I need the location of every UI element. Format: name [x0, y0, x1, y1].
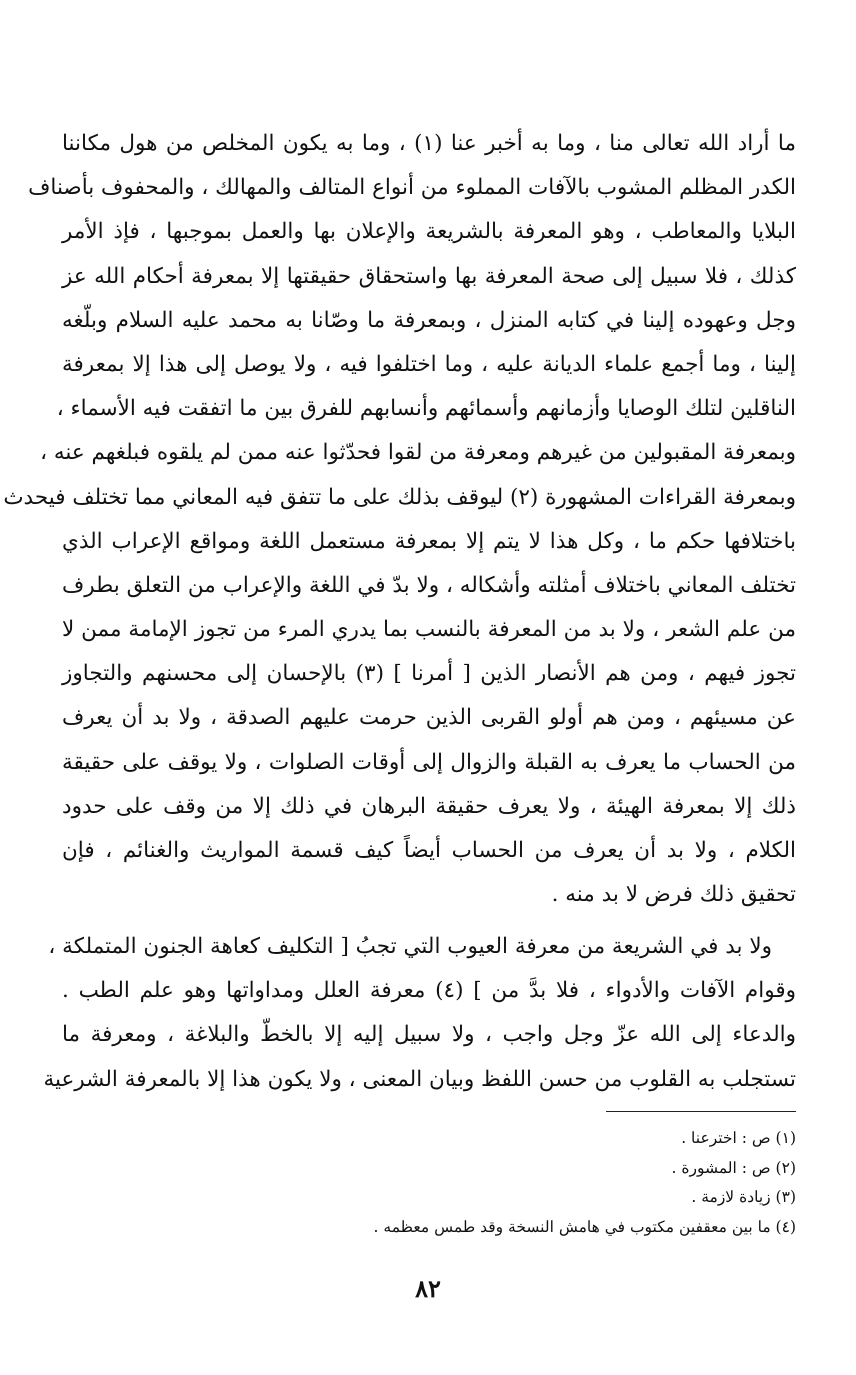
text-line: البلايا والمعاطب ، وهو المعرفة بالشريعة والإعلان بها والعمل بموجبها ، فإذ الأمر	[62, 219, 796, 245]
footnote: (٤) ما بين معقفين مكتوب في هامش النسخة وقد طمس معظمه .	[373, 1217, 796, 1236]
text-line: وبمعرفة القراءات المشهورة (٢) ليوقف بذلك على ما تتفق فيه المعاني مما تختلف فيحدث	[3, 484, 796, 510]
text-line: الكلام ، ولا بد أن يعرف من الحساب أيضاً كيف قسمة المواريث والغنائم ، فإن	[62, 838, 796, 863]
text-line: من علم الشعر ، ولا بد من المعرفة بالنسب بما يدري المرء من تجوز الإمامة ممن لا	[62, 617, 796, 643]
text-line: ذلك إلا بمعرفة الهيئة ، ولا يعرف حقيقة البرهان في ذلك إلا من وقف على حدود	[62, 793, 796, 819]
text-line: الكدر المظلم المشوب بالآفات المملوء من أنواع المتالف والمهالك ، والمحفوف بأصناف	[28, 175, 796, 201]
text-line: تجوز فيهم ، ومن هم الأنصار الذين [ أمرنا ] (٣) بالإحسان إلى محسنهم والتجاوز	[62, 661, 796, 687]
text-line: عن مسيئهم ، ومن هم أولو القربى الذين حرمت عليهم الصدقة ، ولا بد أن يعرف	[62, 705, 796, 731]
footnote: (١) ص : اخترعنا .	[681, 1129, 796, 1147]
page-number: ٨٢	[415, 1274, 441, 1303]
text-line: وبمعرفة المقبولين من غيرهم ومعرفة من لقوا فحدّثوا عنه ممن لم يلقوه فبلغهم عنه ،	[40, 440, 796, 466]
footnote-separator	[606, 1111, 796, 1112]
body-paragraph-1	[3, 122, 796, 917]
text-line: ولا بد في الشريعة من معرفة العيوب التي تجبُ [ التكليف كعاهة الجنون المتملكة ،	[48, 934, 772, 959]
text-line: كذلك ، فلا سبيل إلى صحة المعرفة بها واستحقاق حقيقتها إلا بمعرفة أحكام الله عز	[62, 263, 796, 289]
text-line: الناقلين لتلك الوصايا وأزمانهم وأسمائهم وأنسابهم للفرق بين ما اتفقت فيه الأسماء ،	[56, 396, 796, 422]
text-line: باختلافها حكم ما ، وكل هذا لا يتم إلا بمعرفة مستعمل اللغة ومواقع الإعراب الذي	[62, 528, 796, 554]
text-line: والدعاء إلى الله عزّ وجل واجب ، ولا سبيل إليه إلا بالخطّ والبلاغة ، ومعرفة ما	[62, 1022, 796, 1048]
text-line: من الحساب ما يعرف به القبلة والزوال إلى أوقات الصلوات ، ولا يوقف على حقيقة	[62, 749, 796, 775]
text-line: تختلف المعاني باختلاف أمثلته وأشكاله ، ولا بدّ في اللغة والإعراب من التعلق بطرف	[62, 572, 796, 598]
body-paragraph-2	[43, 925, 796, 1102]
footnote: (٣) زيادة لازمة .	[691, 1188, 796, 1206]
text-line: ما أراد الله تعالى منا ، وما به أخبر عنا (١) ، وما به يكون المخلص من هول مكاننا	[62, 131, 796, 156]
text-line: وجل وعهوده إلينا في كتابه المنزل ، وبمعرفة ما وصّانا به محمد عليه السلام وبلّغه	[62, 307, 796, 333]
text-line: تحقيق ذلك فرض لا بد منه .	[551, 882, 796, 908]
footnotes	[62, 1124, 796, 1242]
text-line: إلينا ، وما أجمع علماء الديانة عليه ، وما اختلفوا فيه ، ولا يوصل إلى هذا إلا بمعرفة	[62, 351, 796, 377]
text-line: وقوام الآفات والأدواء ، فلا بدَّ من ] (٤) معرفة العلل ومداواتها وهو علم الطب .	[62, 978, 796, 1004]
text-line: تستجلب به القلوب من حسن اللفظ وبيان المعنى ، ولا يكون هذا إلا بالمعرفة الشرعية	[43, 1066, 796, 1092]
footnote: (٢) ص : المشورة .	[671, 1158, 796, 1177]
